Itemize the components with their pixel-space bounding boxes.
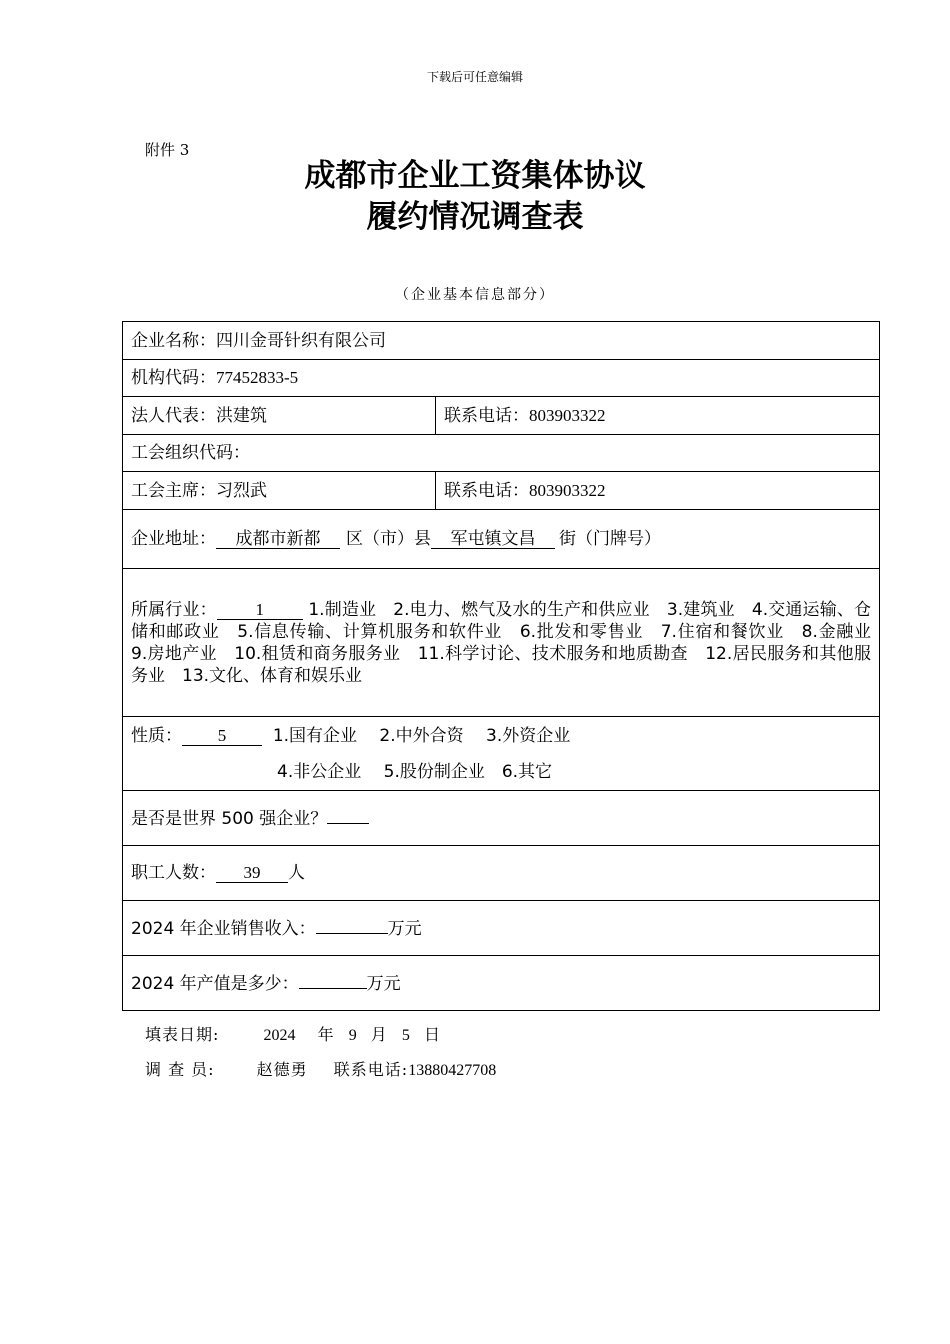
address-district-suffix: 区（市）县 xyxy=(346,529,431,549)
row-nature xyxy=(123,717,880,791)
row-industry xyxy=(123,569,880,717)
union-chair-cell xyxy=(123,472,436,510)
surveyor xyxy=(145,1057,496,1080)
surveyor-phone-label: 联系电话: xyxy=(333,1060,409,1079)
employees-unit: 人 xyxy=(288,863,305,883)
fill-date-day: 5 xyxy=(401,1027,410,1044)
address-district: 成都市新都 xyxy=(216,530,340,549)
nature-options-1: 1.国有企业 2.中外合资 3.外资企业 xyxy=(272,725,571,746)
row-fortune500 xyxy=(123,791,880,846)
surveyor-label: 调 查 员: xyxy=(145,1060,215,1079)
employees-cell xyxy=(123,846,880,901)
org-code-cell xyxy=(123,360,880,397)
fill-date xyxy=(145,1022,441,1045)
org-code-label: 机构代码： xyxy=(131,368,216,388)
row-output xyxy=(123,956,880,1011)
nature-options-2: 4.非公企业 5.股份制企业 6.其它 xyxy=(277,761,553,782)
employees-label: 职工人数： xyxy=(131,863,216,883)
fill-date-day-unit: 日 xyxy=(424,1025,442,1044)
union-code-cell xyxy=(123,435,880,472)
union-chair-value: 习烈武 xyxy=(216,480,267,501)
title-line-1: 成都市企业工资集体协议 xyxy=(304,158,646,194)
legal-rep-label: 法人代表： xyxy=(131,405,216,426)
surveyor-phone: 13880427708 xyxy=(408,1062,497,1079)
legal-phone-label: 联系电话： xyxy=(444,405,529,426)
fortune500-blank xyxy=(327,807,369,824)
subtitle: （企业基本信息部分） xyxy=(395,287,555,303)
row-sales xyxy=(123,901,880,956)
company-cell xyxy=(123,322,880,360)
nature-label: 性质： xyxy=(131,725,182,746)
sales-blank xyxy=(316,917,388,934)
nature-value: 5 xyxy=(182,727,262,746)
row-union-code xyxy=(123,435,880,472)
union-phone-label: 联系电话： xyxy=(444,480,529,501)
union-phone-value: 803903322 xyxy=(529,480,606,500)
industry-options: 1.制造业 2.电力、燃气及水的生产和供应业 3.建筑业 4.交通运输、仓储和邮政业 5.信息传输、计算机服务和软件业 6.批发和零售业 7.住宿和餐饮业 8.金融业 9.房地产业 10.租赁和商务服务业 11.科学讨论、技术服务和地质勘查 12.居民服务和其他服务业 13.文化、体育和娱乐业 xyxy=(131,599,888,686)
survey-form-table xyxy=(122,321,888,1011)
industry-value: 1 xyxy=(217,601,303,620)
fill-date-month: 9 xyxy=(348,1027,357,1044)
output-cell xyxy=(123,956,880,1011)
attachment-label: 附件 3 xyxy=(145,141,190,159)
legal-phone-cell xyxy=(436,397,880,435)
sales-cell xyxy=(123,901,880,956)
surveyor-name: 赵德勇 xyxy=(256,1060,308,1079)
output-label: 2024 年产值是多少： xyxy=(131,973,299,994)
fill-date-month-unit: 月 xyxy=(370,1025,388,1044)
row-address xyxy=(123,510,880,569)
nature-line-1 xyxy=(131,718,871,754)
employees-value: 39 xyxy=(216,864,288,883)
company-value: 四川金哥针织有限公司 xyxy=(216,330,386,351)
sales-label: 2024 年企业销售收入： xyxy=(131,918,316,939)
header-note: 下载后可任意编辑 xyxy=(426,70,523,84)
legal-rep-cell xyxy=(123,397,436,435)
row-org-code xyxy=(123,360,880,397)
union-chair-label: 工会主席： xyxy=(131,480,216,501)
company-label: 企业名称： xyxy=(131,330,216,351)
union-code-label: 工会组织代码： xyxy=(131,443,250,463)
legal-phone-value: 803903322 xyxy=(529,405,606,425)
org-code-value: 77452833-5 xyxy=(216,368,299,387)
document-title xyxy=(0,156,950,238)
output-unit: 万元 xyxy=(366,973,401,994)
nature-line-2 xyxy=(131,754,871,790)
legal-rep-value: 洪建筑 xyxy=(216,405,267,426)
row-company xyxy=(123,322,880,360)
address-cell xyxy=(123,510,880,569)
output-blank xyxy=(299,972,367,989)
address-label: 企业地址： xyxy=(131,529,216,549)
fortune500-label: 是否是世界 500 强企业？ xyxy=(131,808,328,829)
fill-date-year: 2024 xyxy=(263,1027,296,1044)
title-line-2: 履约情况调查表 xyxy=(366,199,584,235)
fill-date-label: 填表日期: xyxy=(145,1025,220,1044)
address-street-suffix: 街（门牌号） xyxy=(559,529,661,549)
fortune500-cell xyxy=(123,791,880,846)
row-legal-rep xyxy=(123,397,880,435)
row-employees xyxy=(123,846,880,901)
industry-cell xyxy=(123,569,888,717)
row-union-chair xyxy=(123,472,880,510)
address-street: 军屯镇文昌 xyxy=(431,530,555,549)
industry-label: 所属行业： xyxy=(131,599,217,620)
union-phone-cell xyxy=(436,472,880,510)
fill-date-year-unit: 年 xyxy=(317,1025,335,1044)
nature-cell xyxy=(123,717,880,791)
sales-unit: 万元 xyxy=(387,918,422,939)
